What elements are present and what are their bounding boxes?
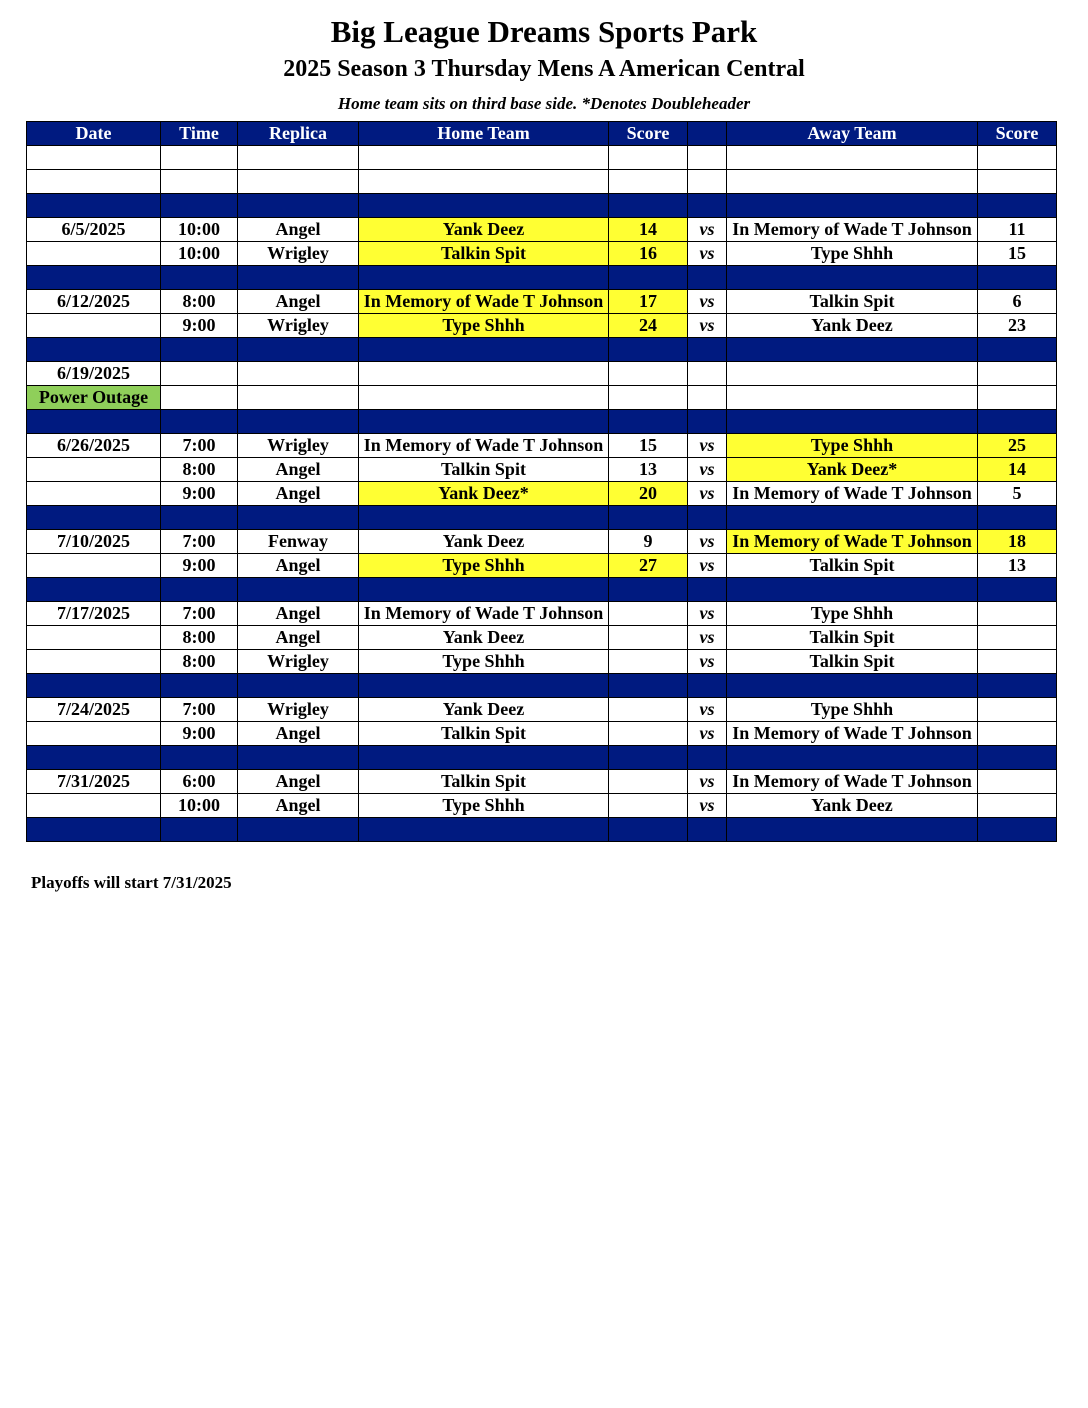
separator-cell [161,818,238,842]
schedule-body [27,146,1057,842]
blank-cell [27,146,161,170]
date-cell [27,626,161,650]
separator-cell [609,506,688,530]
home-score-cell: 16 [609,242,688,266]
separator-cell [688,506,727,530]
separator-cell [27,674,161,698]
game-row [27,650,1057,674]
time-cell: 9:00 [161,722,238,746]
separator-cell [609,578,688,602]
away-team-cell: In Memory of Wade T Johnson [727,770,978,794]
home-team-cell: Talkin Spit [359,770,609,794]
home-team-cell: Talkin Spit [359,242,609,266]
home-score-cell: 9 [609,530,688,554]
separator-cell [978,746,1057,770]
time-cell: 8:00 [161,458,238,482]
date-cell [27,794,161,818]
home-score-cell [609,698,688,722]
separator-cell [978,194,1057,218]
separator-cell [238,578,359,602]
away-score-cell [978,362,1057,386]
time-cell: 10:00 [161,242,238,266]
blank-cell [161,170,238,194]
separator-row [27,746,1057,770]
separator-row [27,194,1057,218]
blank-cell [688,146,727,170]
away-score-cell [978,626,1057,650]
blank-row [27,146,1057,170]
separator-cell [238,818,359,842]
game-row [27,314,1057,338]
schedule-note: Home team sits on third base side. *Denotes Doubleheader [337,94,751,113]
away-score-cell: 5 [978,482,1057,506]
separator-row [27,818,1057,842]
replica-cell: Wrigley [238,242,359,266]
date-cell: 7/17/2025 [27,602,161,626]
home-score-cell: 24 [609,314,688,338]
time-cell [161,362,238,386]
separator-cell [727,338,978,362]
game-row [27,242,1057,266]
away-team-cell: Type Shhh [727,434,978,458]
game-row [27,290,1057,314]
replica-cell: Angel [238,770,359,794]
separator-cell [727,818,978,842]
separator-cell [238,410,359,434]
home-score-cell [609,650,688,674]
header-away-team: Away Team [727,122,978,146]
away-score-cell [978,602,1057,626]
away-team-cell: Type Shhh [727,602,978,626]
vs-cell: vs [688,458,727,482]
away-score-cell [978,722,1057,746]
away-score-cell [978,386,1057,410]
home-team-cell: Type Shhh [359,314,609,338]
playoffs-note: Playoffs will start 7/31/2025 [31,873,232,892]
separator-cell [359,674,609,698]
vs-cell: vs [688,650,727,674]
replica-cell: Angel [238,602,359,626]
time-cell: 8:00 [161,650,238,674]
date-cell [27,314,161,338]
separator-cell [238,338,359,362]
date-cell: 7/24/2025 [27,698,161,722]
date-cell: Power Outage [27,386,161,410]
home-team-cell: In Memory of Wade T Johnson [359,290,609,314]
separator-cell [359,410,609,434]
time-cell: 10:00 [161,218,238,242]
home-score-cell [609,770,688,794]
date-cell: 6/19/2025 [27,362,161,386]
game-row [27,602,1057,626]
separator-cell [359,578,609,602]
home-team-cell: Type Shhh [359,650,609,674]
separator-cell [161,746,238,770]
separator-cell [359,266,609,290]
separator-cell [238,674,359,698]
replica-cell: Wrigley [238,314,359,338]
away-team-cell: Talkin Spit [727,626,978,650]
separator-cell [609,410,688,434]
separator-cell [161,506,238,530]
separator-cell [688,578,727,602]
date-cell: 6/26/2025 [27,434,161,458]
vs-cell: vs [688,698,727,722]
separator-cell [161,338,238,362]
away-score-cell: 15 [978,242,1057,266]
away-team-cell: Type Shhh [727,242,978,266]
home-score-cell: 20 [609,482,688,506]
blank-cell [238,170,359,194]
replica-cell: Wrigley [238,698,359,722]
separator-cell [978,578,1057,602]
game-row [27,458,1057,482]
date-cell: 7/10/2025 [27,530,161,554]
time-cell: 10:00 [161,794,238,818]
home-score-cell [609,602,688,626]
time-cell: 9:00 [161,554,238,578]
away-team-cell: Talkin Spit [727,290,978,314]
date-cell [27,458,161,482]
away-team-cell: In Memory of Wade T Johnson [727,482,978,506]
vs-cell: vs [688,482,727,506]
separator-cell [688,746,727,770]
home-score-cell: 15 [609,434,688,458]
game-row [27,434,1057,458]
header-replica: Replica [238,122,359,146]
game-row [27,794,1057,818]
header-home-score: Score [609,122,688,146]
game-row [27,698,1057,722]
separator-cell [161,194,238,218]
separator-cell [359,506,609,530]
vs-cell: vs [688,770,727,794]
home-score-cell [609,386,688,410]
vs-cell: vs [688,722,727,746]
header-date: Date [27,122,161,146]
game-row [27,626,1057,650]
away-score-cell: 25 [978,434,1057,458]
separator-cell [727,674,978,698]
away-score-cell: 18 [978,530,1057,554]
blank-cell [238,146,359,170]
game-row [27,722,1057,746]
vs-cell: vs [688,554,727,578]
home-team-cell: Yank Deez [359,530,609,554]
away-team-cell: Yank Deez [727,794,978,818]
separator-cell [27,410,161,434]
game-row [27,770,1057,794]
away-team-cell: Yank Deez [727,314,978,338]
blank-row [27,170,1057,194]
page-title: Big League Dreams Sports Park [330,14,758,49]
away-score-cell: 6 [978,290,1057,314]
separator-cell [727,746,978,770]
header-home-team: Home Team [359,122,609,146]
game-row [27,482,1057,506]
away-team-cell: In Memory of Wade T Johnson [727,530,978,554]
vs-cell: vs [688,626,727,650]
home-score-cell: 17 [609,290,688,314]
separator-cell [978,818,1057,842]
replica-cell: Wrigley [238,650,359,674]
separator-cell [609,674,688,698]
separator-cell [27,506,161,530]
blank-cell [727,146,978,170]
time-cell: 7:00 [161,530,238,554]
replica-cell [238,362,359,386]
home-score-cell [609,626,688,650]
away-score-cell: 11 [978,218,1057,242]
vs-cell: vs [688,794,727,818]
away-team-cell: Yank Deez* [727,458,978,482]
blank-cell [978,146,1057,170]
blank-cell [727,170,978,194]
separator-cell [688,338,727,362]
home-score-cell [609,362,688,386]
blank-cell [359,146,609,170]
separator-cell [359,746,609,770]
replica-cell: Angel [238,218,359,242]
vs-cell: vs [688,242,727,266]
blank-cell [359,170,609,194]
home-team-cell: Yank Deez* [359,482,609,506]
vs-cell [688,362,727,386]
separator-cell [238,506,359,530]
separator-row [27,266,1057,290]
time-cell: 7:00 [161,698,238,722]
replica-cell: Angel [238,290,359,314]
schedule-table [26,121,1057,842]
home-team-cell: Talkin Spit [359,458,609,482]
separator-cell [238,746,359,770]
away-team-cell [727,362,978,386]
replica-cell [238,386,359,410]
separator-row [27,578,1057,602]
separator-cell [978,338,1057,362]
separator-cell [238,266,359,290]
away-score-cell [978,794,1057,818]
replica-cell: Angel [238,794,359,818]
separator-cell [161,578,238,602]
date-cell: 6/5/2025 [27,218,161,242]
away-team-cell: Talkin Spit [727,554,978,578]
separator-row [27,674,1057,698]
away-score-cell: 23 [978,314,1057,338]
game-row [27,386,1057,410]
separator-cell [727,194,978,218]
separator-cell [727,410,978,434]
blank-cell [978,170,1057,194]
home-score-cell: 14 [609,218,688,242]
separator-cell [27,194,161,218]
game-row [27,218,1057,242]
blank-cell [609,170,688,194]
home-team-cell: Yank Deez [359,698,609,722]
time-cell: 9:00 [161,314,238,338]
separator-cell [609,266,688,290]
separator-cell [978,506,1057,530]
separator-cell [727,506,978,530]
header-away-score: Score [978,122,1057,146]
separator-row [27,506,1057,530]
vs-cell: vs [688,602,727,626]
replica-cell: Angel [238,626,359,650]
blank-cell [27,170,161,194]
separator-cell [609,194,688,218]
separator-cell [609,818,688,842]
date-cell [27,482,161,506]
home-team-cell: Yank Deez [359,218,609,242]
home-team-cell: Talkin Spit [359,722,609,746]
separator-cell [27,266,161,290]
date-cell: 7/31/2025 [27,770,161,794]
date-cell: 6/12/2025 [27,290,161,314]
time-cell: 8:00 [161,290,238,314]
separator-cell [609,746,688,770]
away-score-cell: 14 [978,458,1057,482]
home-score-cell [609,794,688,818]
date-cell [27,554,161,578]
time-cell: 8:00 [161,626,238,650]
time-cell: 7:00 [161,602,238,626]
blank-cell [161,146,238,170]
blank-cell [688,170,727,194]
home-team-cell [359,362,609,386]
date-cell [27,722,161,746]
away-team-cell: Type Shhh [727,698,978,722]
home-team-cell: Type Shhh [359,794,609,818]
separator-cell [978,674,1057,698]
home-score-cell: 13 [609,458,688,482]
separator-cell [161,266,238,290]
separator-cell [27,746,161,770]
separator-cell [978,410,1057,434]
game-row [27,530,1057,554]
separator-cell [359,194,609,218]
replica-cell: Angel [238,722,359,746]
vs-cell: vs [688,530,727,554]
separator-cell [688,410,727,434]
separator-cell [27,338,161,362]
replica-cell: Angel [238,554,359,578]
vs-cell: vs [688,434,727,458]
home-team-cell: Type Shhh [359,554,609,578]
separator-cell [978,266,1057,290]
separator-cell [161,674,238,698]
header-row [27,122,1057,146]
home-team-cell: Yank Deez [359,626,609,650]
game-row [27,554,1057,578]
separator-cell [727,578,978,602]
time-cell: 6:00 [161,770,238,794]
separator-cell [609,338,688,362]
page-subtitle: 2025 Season 3 Thursday Mens A American Central [283,56,805,82]
time-cell [161,386,238,410]
vs-cell: vs [688,314,727,338]
home-team-cell: In Memory of Wade T Johnson [359,602,609,626]
away-score-cell [978,698,1057,722]
separator-cell [359,338,609,362]
time-cell: 9:00 [161,482,238,506]
away-score-cell [978,770,1057,794]
replica-cell: Fenway [238,530,359,554]
separator-row [27,410,1057,434]
date-cell [27,650,161,674]
away-team-cell: Talkin Spit [727,650,978,674]
replica-cell: Angel [238,482,359,506]
separator-cell [27,818,161,842]
replica-cell: Wrigley [238,434,359,458]
header-vs [688,122,727,146]
header-time: Time [161,122,238,146]
home-score-cell: 27 [609,554,688,578]
away-team-cell: In Memory of Wade T Johnson [727,218,978,242]
vs-cell [688,386,727,410]
separator-cell [161,410,238,434]
date-cell [27,242,161,266]
separator-row [27,338,1057,362]
time-cell: 7:00 [161,434,238,458]
separator-cell [27,578,161,602]
away-score-cell: 13 [978,554,1057,578]
vs-cell: vs [688,290,727,314]
separator-cell [688,674,727,698]
away-team-cell [727,386,978,410]
replica-cell: Angel [238,458,359,482]
separator-cell [238,194,359,218]
home-team-cell [359,386,609,410]
away-team-cell: In Memory of Wade T Johnson [727,722,978,746]
separator-cell [688,194,727,218]
separator-cell [359,818,609,842]
separator-cell [727,266,978,290]
away-score-cell [978,650,1057,674]
separator-cell [688,266,727,290]
game-row [27,362,1057,386]
separator-cell [688,818,727,842]
vs-cell: vs [688,218,727,242]
home-score-cell [609,722,688,746]
home-team-cell: In Memory of Wade T Johnson [359,434,609,458]
blank-cell [609,146,688,170]
